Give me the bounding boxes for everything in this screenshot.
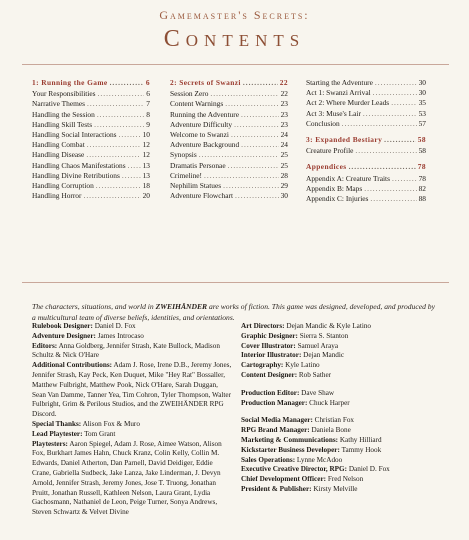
credit-line [241,465,441,475]
toc-entry[interactable]: Handling Disease ..... 12 [32,150,150,160]
credits-gap [241,408,441,416]
credit-line [241,436,441,446]
credit-line [241,389,441,399]
page-kicker: Gamemaster's Secrets: [159,8,310,22]
credit-role: Editors: [32,341,58,350]
credit-role: Content Designer: [241,370,298,379]
toc-section-heading[interactable]: 1: Running the Game ..... 6 [32,78,150,88]
credit-line [241,361,441,371]
credit-role: Production Manager: [241,398,308,407]
credit-line [32,342,232,362]
credit-line [241,456,441,466]
toc-entry[interactable]: Adventure Flowchart ..... 30 [170,191,288,201]
toc-entry[interactable]: Conclusion ..... 57 [306,119,426,129]
credit-line [241,475,441,485]
toc-entry[interactable]: Narrative Themes ..... 7 [32,99,150,109]
credit-names: Fred Nelson [327,475,364,484]
toc-entry[interactable]: Handling the Session ..... 8 [32,110,150,120]
credit-names: Lynne McAdoo [296,455,343,464]
toc-entry[interactable]: Handling Combat ..... 12 [32,140,150,150]
toc-entry[interactable]: Session Zero ..... 22 [170,89,288,99]
credit-role: Graphic Designer: [241,331,298,340]
toc-entry[interactable]: Welcome to Swanzi ..... 24 [170,130,288,140]
credit-line [241,446,441,456]
credit-line [241,399,441,409]
toc-column-2 [170,78,288,201]
toc-entry[interactable]: Handling Horror ..... 20 [32,191,150,201]
credit-names: Alison Fox & Muro [82,419,140,428]
fiction-statement: The characters, situations, and world in ZWEIHÄNDER are works of fiction. This game was designed, developed, and produced by a multicultural team of diverse beliefs, identities, and orientations. [32,302,435,322]
credit-line [32,332,232,342]
toc-entry[interactable]: Adventure Background ..... 24 [170,140,288,150]
credit-role: President & Publisher: [241,484,312,493]
credit-role: Special Thanks: [32,419,82,428]
credit-names: Sierra S. Stanton [299,331,349,340]
credit-names: Chuck Harper [309,398,350,407]
credit-names: Dejan Mandic & Kyle Latino [286,322,372,330]
toc-entry[interactable]: Act 1: Swanzi Arrival ..... 30 [306,88,426,98]
credit-names: Tom Grant [84,429,116,438]
toc-column-1 [32,78,150,201]
credits-right-column [241,322,441,495]
credit-role: Interior Illustrator: [241,351,302,360]
toc-entry[interactable]: Running the Adventure ..... 23 [170,110,288,120]
credits-gap [241,381,441,389]
toc-entry[interactable]: Handling Chaos Manifestations ..... 13 [32,161,150,171]
credit-role: Adventure Designer: [32,331,96,340]
credit-names: Samuel Araya [297,341,339,350]
credit-role: RPG Brand Manager: [241,426,310,435]
toc-entry[interactable]: Adventure Difficulty ..... 23 [170,120,288,130]
credit-role: Rulebook Designer: [32,322,93,330]
credit-role: Cartography: [241,361,284,370]
credit-role: Marketing & Communications: [241,435,339,444]
credit-line [32,430,232,440]
credit-names: James Introcaso [97,331,144,340]
middle-divider [22,282,449,283]
credit-line [32,322,232,332]
credit-names: Kathy Hilliard [339,435,382,444]
credit-line [32,420,232,430]
credit-names: Tammy Hook [341,445,382,454]
toc-entry[interactable]: Handling Divine Retributions ..... 13 [32,171,150,181]
credit-role: Production Editor: [241,388,300,397]
toc-entry[interactable]: Your Responsibilities ..... 6 [32,89,150,99]
credit-role: Additional Contributions: [32,361,113,370]
credit-line [241,426,441,436]
credit-names: Aaron Spiegel, Adam J. Rose, Aimee Watson, Alison Fox, Burkhart James Hahn, Chuck Kranz, Colin Kelly, Collin M. Edwards, Daniel Atherton, Dan Parnell, David Deidiger, Eddie Crane, Gabriella Sudbeck, Jake Lanza, Jake Linderman, J. Devyn Arnold, Jennifer Strash, Jeremy Jones, Jose T. Truong, Jonathan Pruitt, Jonathan Russell, Kathleen Nelson, Laura Grant, Lydia Gachosmann, Nathaniel de Leon, Peige Turner, Sonya Andrews, Steven Schwartz & Velvet Divine [32,439,222,517]
top-divider [22,64,449,65]
credit-names: Dejan Mandic [303,351,345,360]
credit-names: Adam J. Rose, Irene D.B., Jeremy Jones, Jennifer Strash, Kay Peck, Ken Duquet, Mike "Hey Rat" Bossaller, Matthew Fulbright, Matthew Pook, Nick O'Hare, Sarah Duggan, Sean Van Damme, Tanner Yea, Tim Cohron, Tyler Thompson, Walter Fulbright, Grim & Perilous Studios, and the ZWEIHÄNDER RPG Discord. [32,361,232,419]
credit-role: Executive Creative Director, RPG: [241,465,348,474]
credit-line [32,361,232,420]
toc-entry[interactable]: Synopsis ..... 25 [170,150,288,160]
toc-entry[interactable]: Starting the Adventure ..... 30 [306,78,426,88]
credit-role: Sales Operations: [241,455,296,464]
brand-name: ZWEIHÄNDER [155,302,208,311]
toc-entry[interactable]: Handling Social Interactions ..... 10 [32,130,150,140]
credit-names: Rob Sather [298,370,332,379]
credit-names: Kyle Latino [285,361,320,370]
credit-names: Daniel D. Fox [348,465,390,474]
credit-line [241,485,441,495]
credits-left-column [32,322,232,518]
toc-section-heading[interactable]: 3: Expanded Bestiary ..... 58 [306,135,426,145]
toc-entry[interactable]: Appendix A: Creature Traits ..... 78 [306,174,426,184]
credit-line [241,332,441,342]
credit-line [241,416,441,426]
toc-entry[interactable]: Handling Corruption ..... 18 [32,181,150,191]
toc-section-heading[interactable]: 2: Secrets of Swanzi ..... 22 [170,78,288,88]
credit-role: Kickstarter Business Developer: [241,445,340,454]
toc-entry[interactable]: Content Warnings ..... 23 [170,99,288,109]
credit-line [32,440,232,518]
toc-section-heading[interactable]: Appendices ..... 78 [306,162,426,172]
credit-line [241,342,441,352]
credit-names: Kirsty Melville [313,484,358,493]
credit-line [241,351,441,361]
toc-entry[interactable]: Appendix B: Maps ..... 82 [306,184,426,194]
toc-entry[interactable]: Nephilim Statues ..... 29 [170,181,288,191]
toc-entry[interactable]: Handling Skill Tests ..... 9 [32,120,150,130]
toc-entry[interactable]: Act 2: Where Murder Leads ..... 35 [306,98,426,108]
credit-role: Playtesters: [32,439,68,448]
credit-role: Social Media Manager: [241,416,313,425]
toc-entry[interactable]: Creature Profile ..... 58 [306,146,426,156]
credit-role: Chief Development Officer: [241,475,327,484]
credit-names: Christian Fox [314,416,355,425]
credit-line [241,322,441,332]
credit-role: Cover Illustrator: [241,341,296,350]
credit-role: Art Directors: [241,322,285,330]
credit-role: Lead Playtester: [32,429,83,438]
toc-entry[interactable]: Dramatis Personae ..... 25 [170,161,288,171]
credit-names: Daniela Bone [311,426,351,435]
toc-column-3 [306,78,426,204]
credit-names: Daniel D. Fox [94,322,136,330]
toc-entry[interactable]: Act 3: Muse's Lair ..... 53 [306,109,426,119]
toc-entry[interactable]: Appendix C: Injuries ..... 88 [306,194,426,204]
credit-names: Anna Goldberg, Jennifer Strash, Kate Bullock, Madison Schultz & Nick O'Hare [32,341,220,360]
toc-entry[interactable]: Crimeline! ..... 28 [170,171,288,181]
page-title: Contents [163,26,306,52]
credit-names: Dave Shaw [301,388,335,397]
credit-line [241,371,441,381]
